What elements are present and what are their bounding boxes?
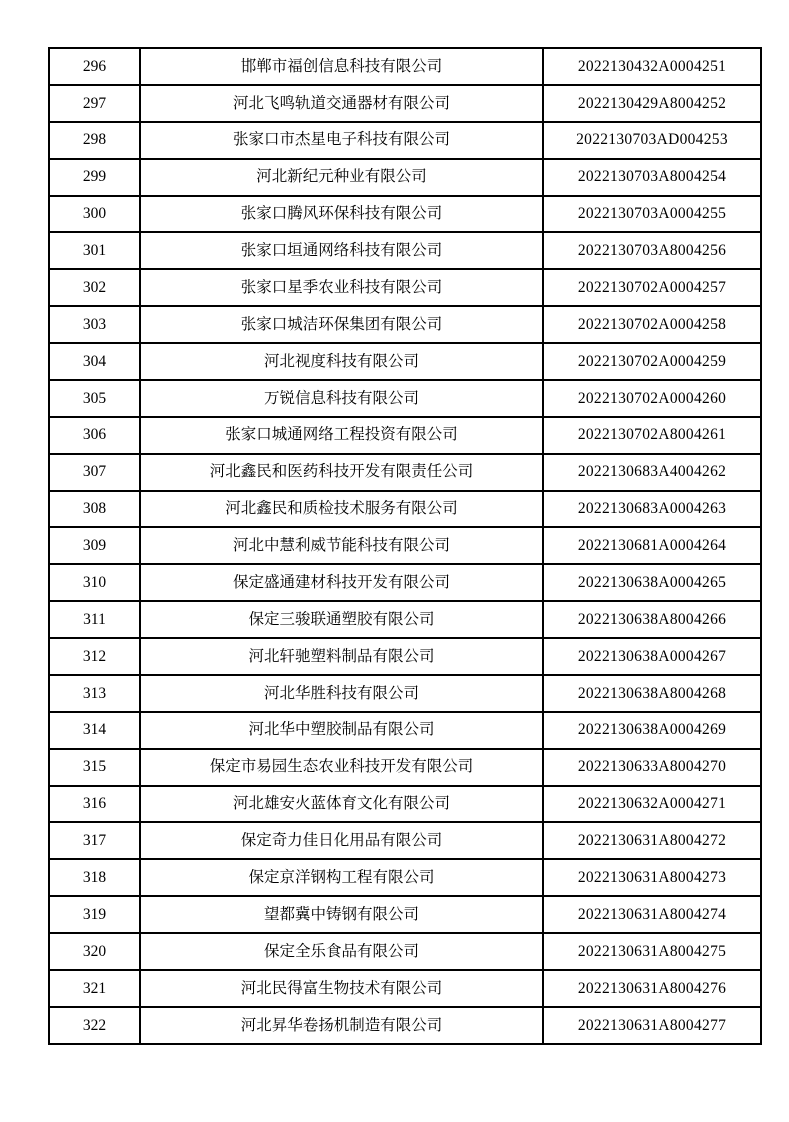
row-number-cell: 309 (49, 527, 140, 564)
certificate-id-cell: 2022130631A8004276 (543, 970, 761, 1007)
row-number-cell: 302 (49, 269, 140, 306)
certificate-id-cell: 2022130631A8004272 (543, 822, 761, 859)
row-number-cell: 301 (49, 232, 140, 269)
table-row (49, 85, 761, 122)
table-row (49, 343, 761, 380)
table-row (49, 232, 761, 269)
company-name-cell: 望都冀中铸钢有限公司 (140, 896, 543, 933)
row-number-cell: 296 (49, 48, 140, 85)
company-name-cell: 河北华胜科技有限公司 (140, 675, 543, 712)
row-number-cell: 310 (49, 564, 140, 601)
row-number-cell: 316 (49, 786, 140, 823)
certificate-id-cell: 2022130703A0004255 (543, 196, 761, 233)
company-name-cell: 张家口城洁环保集团有限公司 (140, 306, 543, 343)
row-number-cell: 311 (49, 601, 140, 638)
certificate-id-cell: 2022130631A8004273 (543, 859, 761, 896)
company-name-cell: 河北昇华卷扬机制造有限公司 (140, 1007, 543, 1044)
table-row (49, 786, 761, 823)
row-number-cell: 314 (49, 712, 140, 749)
certificate-id-cell: 2022130703A8004254 (543, 159, 761, 196)
row-number-cell: 303 (49, 306, 140, 343)
company-name-cell: 河北新纪元种业有限公司 (140, 159, 543, 196)
row-number-cell: 308 (49, 491, 140, 528)
table-row (49, 601, 761, 638)
row-number-cell: 318 (49, 859, 140, 896)
row-number-cell: 297 (49, 85, 140, 122)
row-number-cell: 305 (49, 380, 140, 417)
company-name-cell: 张家口腾风环保科技有限公司 (140, 196, 543, 233)
certificate-id-cell: 2022130638A8004266 (543, 601, 761, 638)
company-name-cell: 保定市易园生态农业科技开发有限公司 (140, 749, 543, 786)
row-number-cell: 298 (49, 122, 140, 159)
row-number-cell: 315 (49, 749, 140, 786)
certificate-id-cell: 2022130683A4004262 (543, 454, 761, 491)
table-row (49, 122, 761, 159)
certificate-id-cell: 2022130702A0004258 (543, 306, 761, 343)
row-number-cell: 317 (49, 822, 140, 859)
company-name-cell: 张家口市杰星电子科技有限公司 (140, 122, 543, 159)
table-body (49, 48, 761, 1044)
row-number-cell: 322 (49, 1007, 140, 1044)
certificate-id-cell: 2022130702A0004259 (543, 343, 761, 380)
certificate-id-cell: 2022130702A8004261 (543, 417, 761, 454)
row-number-cell: 321 (49, 970, 140, 1007)
certificate-id-cell: 2022130432A0004251 (543, 48, 761, 85)
certificate-id-cell: 2022130703AD004253 (543, 122, 761, 159)
row-number-cell: 319 (49, 896, 140, 933)
row-number-cell: 307 (49, 454, 140, 491)
table-row (49, 306, 761, 343)
row-number-cell: 304 (49, 343, 140, 380)
row-number-cell: 300 (49, 196, 140, 233)
certificate-id-cell: 2022130702A0004257 (543, 269, 761, 306)
company-name-cell: 保定盛通建材科技开发有限公司 (140, 564, 543, 601)
table-row (49, 1007, 761, 1044)
company-name-cell: 万锐信息科技有限公司 (140, 380, 543, 417)
certificate-id-cell: 2022130632A0004271 (543, 786, 761, 823)
company-name-cell: 河北轩驰塑料制品有限公司 (140, 638, 543, 675)
certificate-id-cell: 2022130638A8004268 (543, 675, 761, 712)
certificate-id-cell: 2022130638A0004265 (543, 564, 761, 601)
certificate-id-cell: 2022130683A0004263 (543, 491, 761, 528)
company-registry-table (48, 47, 762, 1045)
table-row (49, 822, 761, 859)
table-row (49, 675, 761, 712)
certificate-id-cell: 2022130638A0004269 (543, 712, 761, 749)
table-row (49, 491, 761, 528)
table-row (49, 970, 761, 1007)
table-row (49, 48, 761, 85)
table-row (49, 196, 761, 233)
company-name-cell: 保定全乐食品有限公司 (140, 933, 543, 970)
company-name-cell: 保定京洋钢构工程有限公司 (140, 859, 543, 896)
table-row (49, 638, 761, 675)
company-name-cell: 河北雄安火蓝体育文化有限公司 (140, 786, 543, 823)
certificate-id-cell: 2022130638A0004267 (543, 638, 761, 675)
company-name-cell: 河北飞鸣轨道交通器材有限公司 (140, 85, 543, 122)
company-name-cell: 河北鑫民和医药科技开发有限责任公司 (140, 454, 543, 491)
table-row (49, 896, 761, 933)
table-row (49, 159, 761, 196)
company-name-cell: 张家口城通网络工程投资有限公司 (140, 417, 543, 454)
table-row (49, 527, 761, 564)
table-row (49, 564, 761, 601)
certificate-id-cell: 2022130703A8004256 (543, 232, 761, 269)
table-row (49, 749, 761, 786)
row-number-cell: 312 (49, 638, 140, 675)
certificate-id-cell: 2022130631A8004275 (543, 933, 761, 970)
row-number-cell: 299 (49, 159, 140, 196)
company-name-cell: 河北华中塑胶制品有限公司 (140, 712, 543, 749)
company-name-cell: 张家口垣通网络科技有限公司 (140, 232, 543, 269)
certificate-id-cell: 2022130429A8004252 (543, 85, 761, 122)
row-number-cell: 313 (49, 675, 140, 712)
table-row (49, 417, 761, 454)
company-name-cell: 河北视度科技有限公司 (140, 343, 543, 380)
row-number-cell: 306 (49, 417, 140, 454)
company-name-cell: 河北民得富生物技术有限公司 (140, 970, 543, 1007)
table-row (49, 454, 761, 491)
company-name-cell: 河北鑫民和质检技术服务有限公司 (140, 491, 543, 528)
table-row (49, 269, 761, 306)
company-name-cell: 河北中慧利威节能科技有限公司 (140, 527, 543, 564)
table-row (49, 712, 761, 749)
table-row (49, 933, 761, 970)
company-name-cell: 邯郸市福创信息科技有限公司 (140, 48, 543, 85)
company-name-cell: 保定三骏联通塑胶有限公司 (140, 601, 543, 638)
certificate-id-cell: 2022130681A0004264 (543, 527, 761, 564)
row-number-cell: 320 (49, 933, 140, 970)
company-name-cell: 张家口星季农业科技有限公司 (140, 269, 543, 306)
certificate-id-cell: 2022130633A8004270 (543, 749, 761, 786)
certificate-id-cell: 2022130631A8004274 (543, 896, 761, 933)
table-row (49, 859, 761, 896)
certificate-id-cell: 2022130631A8004277 (543, 1007, 761, 1044)
certificate-id-cell: 2022130702A0004260 (543, 380, 761, 417)
company-name-cell: 保定奇力佳日化用品有限公司 (140, 822, 543, 859)
table-row (49, 380, 761, 417)
